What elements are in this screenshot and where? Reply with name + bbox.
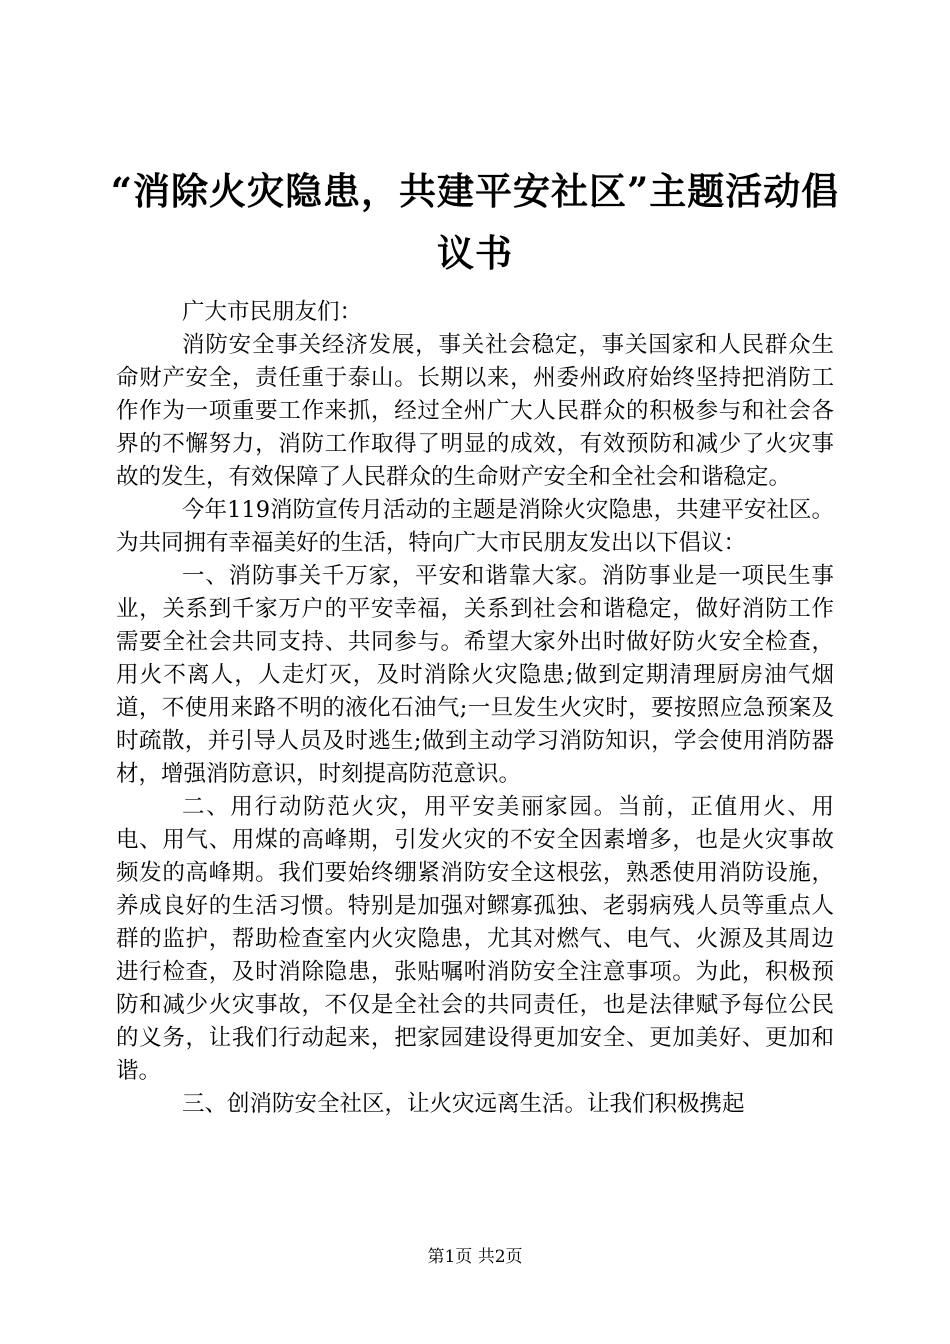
salutation: 广大市民朋友们：	[182, 299, 363, 325]
page-number-footer: 第1页 共2页	[427, 1247, 523, 1267]
document-body	[116, 296, 834, 1121]
paragraph-intro: 消防安全事关经济发展，事关社会稳定，事关国家和人民群众生命财产安全，责任重于泰山。长期以来，州委州政府始终坚持把消防工作作为一项重要工作来抓，经过全州广大人民群众的积极参与和社会各界的不懈努力，消防工作取得了明显的成效，有效预防和减少了火灾事故的发生，有效保障了人民群众的生命财产安全和全社会和谐稳定。	[116, 332, 834, 490]
paragraph-proposal-2: 二、用行动防范火灾，用平安美丽家园。当前，正值用火、用电、用气、用煤的高峰期，引发火灾的不安全因素增多，也是火灾事故频发的高峰期。我们要始终绷紧消防安全这根弦，熟悉使用消防设施，养成良好的生活习惯。特别是加强对鳏寡孤独、老弱病残人员等重点人群的监护，帮助检查室内火灾隐患，尤其对燃气、电气、火源及其周边进行检查，及时消除隐患，张贴嘱咐消防安全注意事项。为此，积极预防和减少火灾事故，不仅是全社会的共同责任，也是法律赋予每位公民的义务，让我们行动起来，把家园建设得更加安全、更加美好、更加和谐。	[116, 794, 834, 1084]
paragraph-proposal-1: 一、消防事关千万家，平安和谐靠大家。消防事业是一项民生事业，关系到千家万户的平安幸福，关系到社会和谐稳定，做好消防工作需要全社会共同支持、共同参与。希望大家外出时做好防火安全检查，用火不离人，人走灯灭，及时消除火灾隐患;做到定期清理厨房油气烟道，不使用来路不明的液化石油气;一旦发生火灾时，要按照应急预案及时疏散，并引导人员及时逃生;做到主动学习消防知识，学会使用消防器材，增强消防意识，时刻提高防范意识。	[116, 563, 834, 787]
document-title: “消除火灾隐患，共建平安社区”主题活动倡议书	[110, 169, 840, 275]
paragraph-proposal-3: 三、创消防安全社区，让火灾远离生活。让我们积极携起	[182, 1091, 745, 1117]
paragraph-theme: 今年119消防宣传月活动的主题是消除火灾隐患，共建平安社区。为共同拥有幸福美好的生活，特向广大市民朋友发出以下倡议：	[116, 497, 834, 556]
